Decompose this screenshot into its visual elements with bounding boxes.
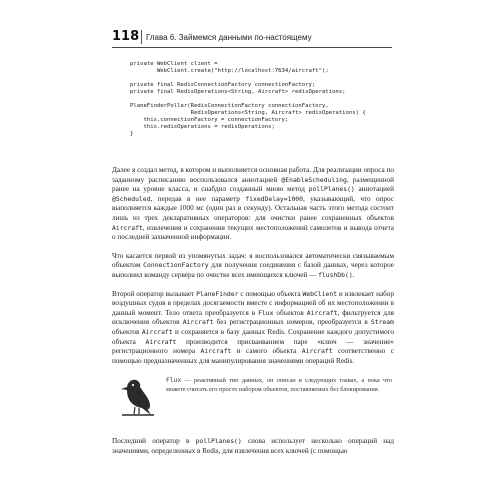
bird-icon (118, 375, 156, 419)
header-divider (141, 30, 142, 44)
inline-code: Aircraft (141, 327, 173, 336)
inline-code: Aircraft (301, 347, 333, 356)
inline-code: pollPlanes() (308, 185, 355, 194)
inline-code: @EnableScheduling (281, 175, 347, 184)
note-box (112, 375, 394, 425)
inline-code: Aircraft (145, 337, 177, 346)
paragraph-last: Последний оператор в pollPlanes() снова использует несколько операций над значениями, определенных в Redis, для извлечения всех ключей (с помощью (112, 437, 394, 455)
code-listing: private WebClient client = WebClient.create("http://localhost:7634/aircraft"); private final RedisConnectionFactory connectionFactory; private final RedisOperations<String, Aircraft> redisOperations; PlaneFinderPoller(RedisConnectionFactory connectionFactory, RedisOperations<String, Aircraft> redisOperations) { this.connectionFactory = connectionFactory; this.redisOperations = redisOperations; } (130, 61, 366, 137)
page-number: 118 (112, 29, 140, 44)
inline-code: pollPlanes() (195, 437, 242, 446)
header-rule (112, 47, 392, 48)
inline-code: Aircraft (200, 347, 232, 356)
inline-code: Flux (166, 377, 182, 385)
page-content (112, 166, 394, 465)
paragraph-flushdb: Что касается первой из упомянутых задач: я воспользовался автоматически связываемым объектом ConnectionFactory для получения соединения с базой данных, через которое выполнил команду сервера по очистке всех имеющихся ключей — flushDb(). (112, 251, 394, 279)
inline-code: Flux (258, 308, 274, 317)
inline-code: Aircraft (112, 223, 143, 232)
note-text: Flux — реактивный тип данных, он описан в следующих главах, а пока что можете считать его просто набором объектов, поставляемых без блокирования. (166, 377, 392, 393)
inline-code: WebClient (302, 289, 338, 298)
inline-code: flushDb() (318, 270, 353, 279)
chapter-title: Глава 6. Займемся данными по-настоящему (146, 33, 312, 42)
paragraph-scheduling: Далее я создал метод, в котором и выполняется основная работа. Для реализации опроса по заданному расписанию воспользовался аннотацией @EnableScheduling, размещенной ранее на уровне класса, и снабдил созданный мною метод pollPlanes() аннотацией @Scheduled, передав в нее параметр fixedDelay=1000, указывающий, что опрос выполняется каждые 1000 мс (один раз в секунду). Остальная часть этого метода состоит лишь из трех декларативных операторов: для очистки ранее сохраненных объектов Aircraft, извлечения и сохранения текущих местоположений самолетов и вывода отчета о последней захваченной информации. (112, 166, 394, 242)
inline-code: PlaneFinder (196, 289, 239, 298)
inline-code: ConnectionFactory (143, 261, 209, 270)
paragraph-webclient: Второй оператор вызывает PlaneFinder с помощью объекта WebClient и извлекает набор воздушных судов в пределах досягаемости вместе с информацией об их местоположении в данный момент. Тело ответа преобразуется в Flux объектов Aircraft, фильтруется для исключения объектов Aircraft без регистрационных номеров, преобразуется в Stream объектов Aircraft и сохраняется в базу данных Redis. Сохранение каждого допустимого объекта Aircraft производится присваиванием паре «ключ — значение» регистрационного номера Aircraft и самого объекта Aircraft соответственно с помощью предназначенных для манипулирования значениями операций Redis. (112, 289, 395, 365)
inline-code: Stream (370, 318, 394, 327)
inline-code: @Scheduled (112, 194, 151, 203)
page-header (0, 0, 500, 48)
inline-code: Aircraft (182, 318, 214, 327)
inline-code: Aircraft (306, 308, 338, 317)
inline-code: fixedDelay=1000 (245, 194, 303, 203)
